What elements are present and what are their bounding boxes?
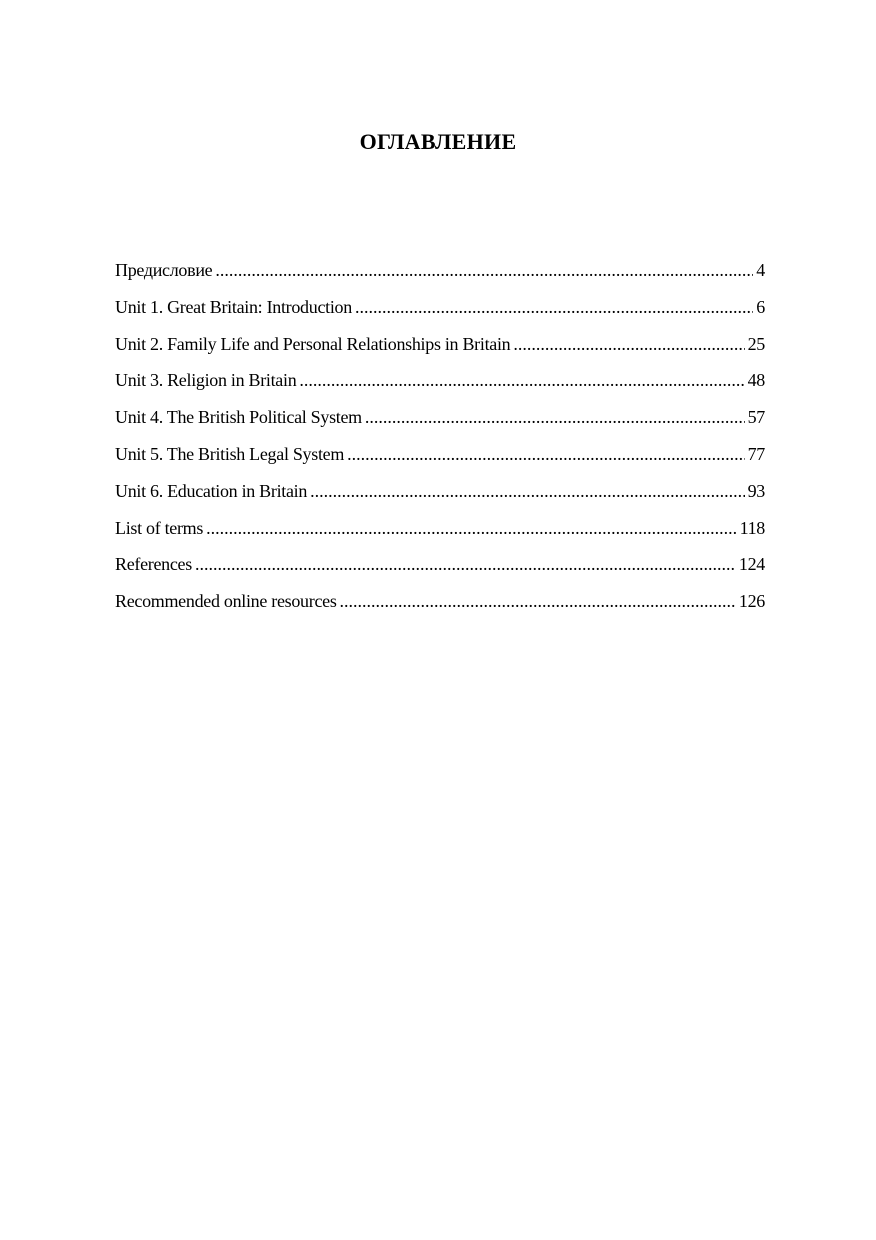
toc-entry-label: References xyxy=(115,554,192,575)
dot-leader xyxy=(347,440,745,468)
toc-entry-unit-2 xyxy=(115,330,765,367)
toc-entry-references xyxy=(115,550,765,587)
page-title: ОГЛАВЛЕНИЕ xyxy=(359,129,517,154)
toc-entry-label: Unit 1. Great Britain: Introduction xyxy=(115,296,352,317)
toc-entry-label: Предисловие xyxy=(115,260,213,280)
dot-leader xyxy=(355,293,753,321)
toc-entry-page: 93 xyxy=(747,480,765,501)
toc-entry-page: 48 xyxy=(747,370,765,391)
toc-entry-page: 124 xyxy=(738,554,765,575)
toc-entry-page: 118 xyxy=(739,517,765,538)
table-of-contents xyxy=(115,256,765,624)
toc-entry-page: 6 xyxy=(756,296,765,317)
dot-leader xyxy=(206,514,736,542)
toc-entry-label: Unit 4. The British Political System xyxy=(115,407,362,428)
toc-entry-label: Unit 3. Religion in Britain xyxy=(115,370,297,391)
toc-entry-page: 126 xyxy=(738,591,765,612)
toc-entry-page: 77 xyxy=(747,443,765,464)
dot-leader xyxy=(195,550,736,578)
toc-entry-unit-1 xyxy=(115,293,765,330)
dot-leader xyxy=(299,366,744,394)
toc-entry-label: Unit 6. Education in Britain xyxy=(115,480,308,501)
dot-leader xyxy=(340,587,736,615)
toc-entry-page: 57 xyxy=(747,407,765,428)
toc-entry-unit-4 xyxy=(115,403,765,440)
toc-entry-online-resources xyxy=(115,587,765,624)
toc-entry-preface xyxy=(115,256,765,293)
toc-entry-page: 4 xyxy=(756,260,765,280)
toc-entry-unit-5 xyxy=(115,440,765,477)
toc-entry-unit-3 xyxy=(115,366,765,403)
toc-entry-list-of-terms xyxy=(115,514,765,551)
toc-entry-page: 25 xyxy=(747,333,765,354)
toc-entry-label: Unit 2. Family Life and Personal Relationships in Britain xyxy=(115,333,511,354)
dot-leader xyxy=(513,330,744,358)
dot-leader xyxy=(310,477,745,505)
toc-entry-label: Recommended online resources xyxy=(115,591,337,612)
toc-entry-label: List of terms xyxy=(115,517,204,538)
toc-entry-unit-6 xyxy=(115,477,765,514)
dot-leader xyxy=(365,403,745,431)
dot-leader xyxy=(215,256,753,284)
toc-entry-label: Unit 5. The British Legal System xyxy=(115,443,345,464)
